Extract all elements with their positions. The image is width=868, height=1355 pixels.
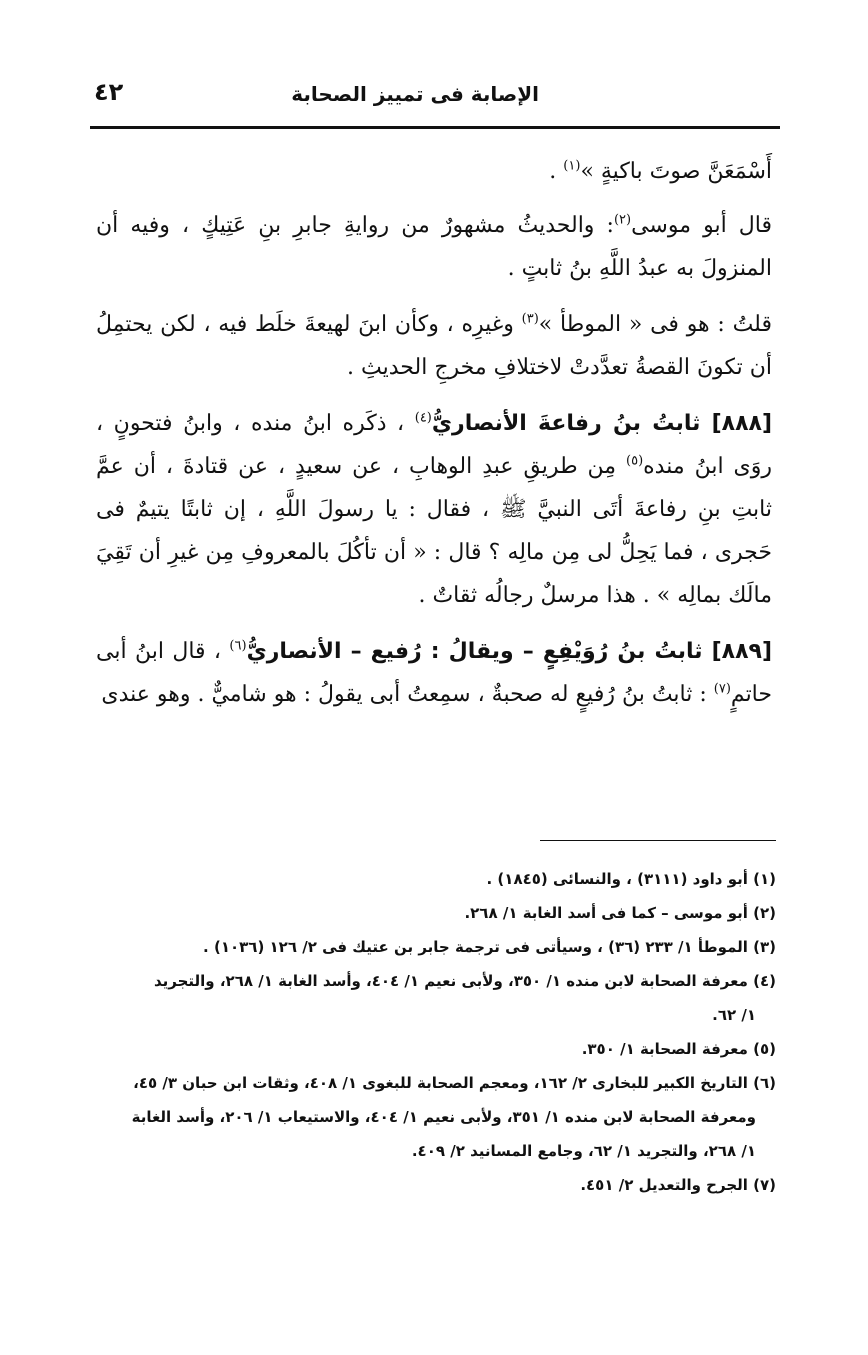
footnote-2: (٢) أبو موسى – كما فى أسد الغابة ١/ ٢٦٨.: [464, 904, 776, 922]
text-span: وغيرِه ، وكأن ابنَ لهيعةَ خلَط فيه ، لكن يحتمِلُ أن تكونَ القصةُ تعدَّدتْ لاختلافِ مخرجِ الحديثِ .: [96, 312, 772, 380]
footnote-ref: (٤): [414, 410, 432, 426]
footnote-7: (٧) الجرح والتعديل ٢/ ٤٥١.: [580, 1176, 776, 1194]
text-span: مِن طريقِ عبدِ الوهابِ ، عن سعيدٍ ، عن قتادةَ ، أن عمَّ ثابتِ بنِ رفاعةَ أتَى النبيَّ ﷺ ، فقال : يا رسولَ اللَّهِ ، إن ثابتًا يتيمٌ فى حَجرى ، فما يَحِلُّ لى مِن مالِه ؟ قال : « أن تأكُلَ بالمعروفِ مِن غيرِ أن تَقِيَ مالَك بمالِه » . هذا مرسلٌ رجالُه ثقاتٌ .: [96, 454, 772, 608]
footnote-5: (٥) معرفة الصحابة ١/ ٣٥٠.: [581, 1040, 776, 1058]
entry-heading: [٨٨٨] ثابتُ بنُ رفاعةَ الأنصاريُّ: [431, 411, 772, 436]
footnote-ref: (٢): [613, 212, 632, 228]
footnote-rule: [540, 840, 776, 841]
footnote-ref: (١): [563, 158, 581, 174]
paragraph-qultu: [96, 303, 772, 389]
text-span: أَسْمَعَنَّ صوتَ باكيةٍ »: [580, 159, 772, 184]
page-number: ٤٢: [94, 78, 124, 106]
footnote-4-continued: ١/ ٦٢.: [712, 1006, 756, 1024]
paragraph-verse: [96, 150, 772, 193]
header-rule: [90, 126, 780, 129]
footnote-4: (٤) معرفة الصحابة لابن منده ١/ ٣٥٠، ولأبى نعيم ١/ ٤٠٤، وأسد الغابة ١/ ٢٦٨، والتجريد: [153, 972, 776, 990]
entry-888: [96, 402, 772, 617]
footnote-6: (٦) التاريخ الكبير للبخارى ٢/ ١٦٢، ومعجم الصحابة للبغوى ١/ ٤٠٨، وثقات ابن حبان ٣/ ٤٥،: [133, 1074, 776, 1092]
text-span: : والحديثُ مشهورٌ من روايةِ جابرِ بنِ عَتِيكٍ ، وفيه أن المنزولَ به عبدُ اللَّهِ بنُ ثابتٍ .: [96, 213, 772, 281]
text-span: ، قال ابنُ أبى حاتمٍ: [96, 639, 772, 707]
text-span: قال أبو موسى: [631, 213, 772, 238]
text-span: قلتُ : هو فى « الموطأ »: [538, 312, 772, 337]
footnote-ref: (٥): [626, 453, 644, 469]
entry-889: [96, 630, 772, 716]
entry-heading: [٨٨٩] ثابتُ بنُ رُوَيْفِعٍ – ويقالُ : رُفيع – الأنصاريُّ: [246, 639, 772, 664]
footnote-ref: (٣): [521, 311, 539, 327]
footnote-6-continued: ومعرفة الصحابة لابن منده ١/ ٣٥١، ولأبى نعيم ١/ ٤٠٤، والاستيعاب ١/ ٢٠٦، وأسد الغابة: [131, 1108, 756, 1126]
main-text: [96, 150, 772, 729]
footnote-1: (١) أبو داود (٣١١١) ، والنسائى (١٨٤٥) .: [486, 870, 776, 888]
page-header: [94, 78, 774, 114]
text-span: ، ذكَره ابنُ منده ، وابنُ فتحونٍ ، روَى ابنُ منده: [96, 411, 773, 479]
footnotes: [96, 862, 776, 1202]
paragraph-abu-musa: [96, 204, 772, 290]
running-title: الإصابة فى تمييز الصحابة: [291, 82, 539, 106]
footnote-3: (٣) الموطأ ١/ ٢٣٣ (٣٦) ، وسيأتى فى ترجمة جابر بن عتيك فى ٢/ ١٢٦ (١٠٣٦) .: [203, 938, 776, 956]
footnote-ref: (٧): [713, 681, 731, 697]
footnote-ref: (٦): [229, 638, 247, 654]
footnote-6-continued: ١/ ٢٦٨، والتجريد ١/ ٦٢، وجامع المسانيد ٢/ ٤٠٩.: [411, 1142, 756, 1160]
text-span: : ثابتُ بنُ رُفيعٍ له صحبةٌ ، سمِعتُ أبى يقولُ : هو شاميٌّ . وهو عندى: [101, 682, 714, 707]
text-span: .: [549, 159, 564, 184]
